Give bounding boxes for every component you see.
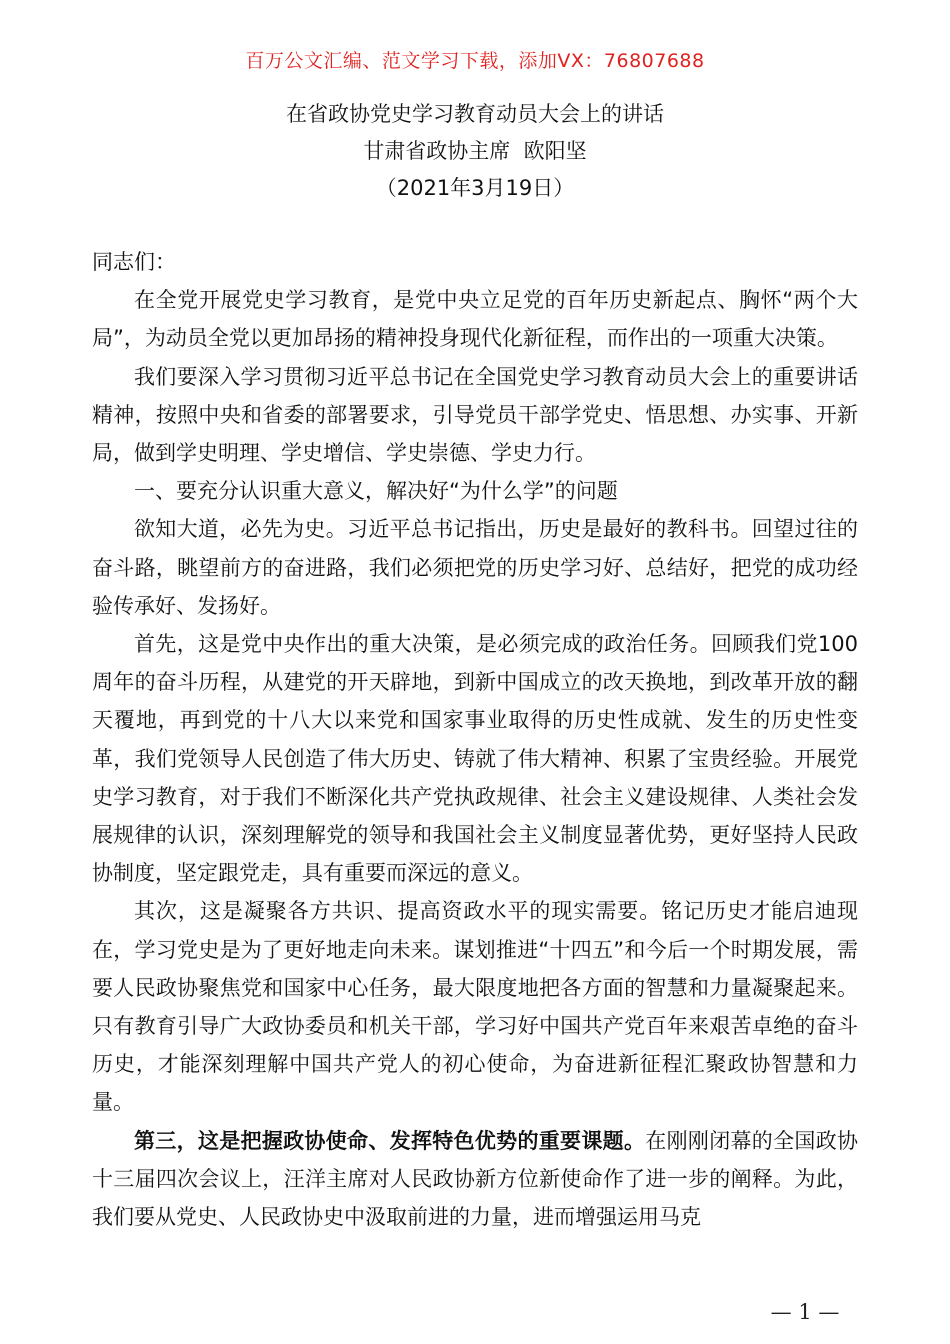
document-title: 在省政协党史学习教育动员大会上的讲话 xyxy=(286,102,664,126)
title-block xyxy=(0,96,950,207)
paragraph: 我们要深入学习贯彻习近平总书记在全国党史学习教育动员大会上的重要讲话精神，按照中央和省委的部署要求，引导党员干部学党史、悟思想、办实事、开新局，做到学史明理、学史增信、学史崇德、学史力行。 xyxy=(92,364,858,466)
speech-date: （2021年3月19日） xyxy=(375,176,575,200)
paragraph: 首先，这是党中央作出的重大决策，是必须完成的政治任务。回顾我们党100周年的奋斗历程，从建党的开天辟地，到新中国成立的改天换地，到改革开放的翻天覆地，再到党的十八大以来党和国家事业取得的历史性成就、发生的历史性变革，我们党领导人民创造了伟大历史、铸就了伟大精神、积累了宝贵经验。开展党史学习教育，对于我们不断深化共产党执政规律、社会主义建设规律、人类社会发展规律的认识，深刻理解党的领导和我国社会主义制度显著优势，更好坚持人民政协制度，坚定跟党走，具有重要而深远的意义。 xyxy=(92,632,858,886)
salutation: 同志们： xyxy=(92,250,176,274)
page-number: — 1 — xyxy=(770,1300,840,1324)
document-body xyxy=(92,243,858,1236)
promo-banner: 百万公文汇编、范文学习下载，添加VX：76807688 xyxy=(245,50,705,72)
paragraph: 其次，这是凝聚各方共识、提高资政水平的现实需要。铭记历史才能启迪现在，学习党史是为了更好地走向未来。谋划推进“十四五”和今后一个时期发展，需要人民政协聚焦党和国家中心任务，最大限度地把各方面的智慧和力量凝聚起来。只有教育引导广大政协委员和机关干部，学习好中国共产党百年来艰苦卓绝的奋斗历史，才能深刻理解中国共产党人的初心使命，为奋进新征程汇聚政协智慧和力量。 xyxy=(92,899,858,1115)
paragraph-rest: 在刚刚闭幕的全国政协十三届四次会议上，汪洋主席对人民政协新方位新使命作了进一步的阐释。为此，我们要从党史、人民政协史中汲取前进的力量，进而增强运用马克 xyxy=(92,1128,859,1230)
paragraph xyxy=(92,1122,858,1237)
section-heading: 一、要充分认识重大意义，解决好“为什么学”的问题 xyxy=(134,479,618,504)
paragraph: 在全党开展党史学习教育，是党中央立足党的百年历史新起点、胸怀“两个大局”，为动员全党以更加昂扬的精神投身现代化新征程，而作出的一项重大决策。 xyxy=(92,288,858,351)
paragraph: 欲知大道，必先为史。习近平总书记指出，历史是最好的教科书。回望过往的奋斗路，眺望前方的奋进路，我们必须把党的历史学习好、总结好，把党的成功经验传承好、发扬好。 xyxy=(92,517,858,618)
speaker-line: 甘肃省政协主席 欧阳坚 xyxy=(363,139,587,163)
bold-lead: 第三，这是把握政协使命、发挥特色优势的重要课题。 xyxy=(134,1128,646,1153)
